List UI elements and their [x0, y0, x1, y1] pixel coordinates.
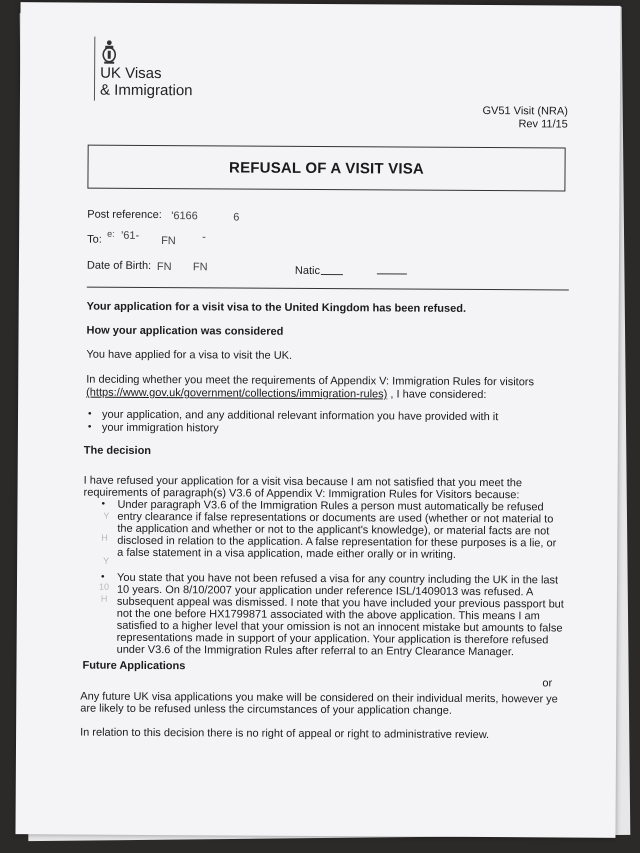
- date-of-birth-value-a: FN: [156, 261, 172, 274]
- appeal-text: In relation to this decision there is no right of appeal or right to administrative review.: [80, 726, 490, 742]
- bullet-icon: •: [87, 408, 92, 420]
- future-applications-heading: Future Applications: [82, 659, 186, 673]
- reason-1-line: the application and whether or not to the applicant's knowledge), or material facts are not: [117, 522, 550, 538]
- nationality-label: Natic: [294, 264, 321, 278]
- margin-mark: H: [100, 593, 108, 604]
- agency-line-1: UK Visas: [100, 64, 162, 83]
- applied-text: You have applied for a visa to visit the UK.: [86, 348, 293, 362]
- nationality-blank-2: [377, 273, 407, 274]
- reason-2-line: representations made in support of your application. Your application is therefore refused: [116, 631, 549, 647]
- post-reference-value: '6166: [171, 210, 198, 223]
- margin-mark: H: [101, 532, 108, 543]
- deciding-line-1: In deciding whether you meet the requirements of Appendix V: Immigration Rules for visitors: [86, 373, 535, 389]
- to-value: '61-: [121, 229, 140, 242]
- reason-1-line: a false statement in a visa application, made either orally or in writing.: [117, 546, 456, 561]
- reason-2-line: 10 years. On 8/10/2007 your application under reference ISL/1409013 was refused. A: [116, 583, 534, 599]
- agency-line-2: & Immigration: [99, 81, 193, 100]
- considered-item: your application, and any additional relevant information you have provided with it: [101, 408, 499, 424]
- refusal-statement: Your application for a visit visa to the United Kingdom has been refused.: [86, 300, 467, 315]
- or-text: or: [542, 677, 553, 690]
- deciding-tail: , I have considered:: [390, 388, 487, 402]
- agency-name: [100, 65, 193, 100]
- reason-2-line: You state that you have not been refused a visa for any country including the UK in the last: [116, 571, 559, 587]
- logo-divider: [94, 37, 95, 101]
- future-line-2: are likely to be refused unless the circumstances of your application change.: [80, 702, 453, 717]
- document-title: REFUSAL OF A VISIT VISA: [87, 145, 565, 192]
- bullet-icon: •: [101, 498, 106, 510]
- form-reference: [482, 105, 568, 132]
- document-page: [15, 2, 620, 838]
- future-line-1: Any future UK visa applications you make will be considered on their individual merits, however ye: [80, 690, 558, 706]
- to-value-b: FN: [161, 235, 176, 248]
- margin-mark: Y: [103, 555, 110, 566]
- to-label: To:: [87, 233, 102, 246]
- to-value-c: -: [202, 231, 206, 244]
- margin-mark: Y: [103, 510, 110, 521]
- reason-2-line: under V3.6 of the Immigration Rules after referral to an Entry Clearance Manager.: [116, 643, 515, 659]
- royal-crest-icon: [100, 39, 118, 65]
- form-revision: Rev 11/15: [518, 118, 568, 131]
- reason-1-line: Under paragraph V3.6 of the Immigration Rules a person must automatically be refused: [117, 498, 544, 514]
- reason-1-line: entry clearance if false representations or documents are used (whether or not material to: [117, 510, 554, 526]
- post-reference-value-suffix: 6: [233, 211, 240, 224]
- reason-2-line: satisfied to a higher level that your omission is not an innocent mistake but amounts to false: [116, 619, 563, 635]
- margin-mark: 10: [98, 581, 110, 592]
- reason-2-line: subsequent appeal was dismissed. I note that you have included your previous passport but: [116, 595, 564, 611]
- bullet-icon: •: [101, 571, 105, 583]
- reason-2-line: not the one before HX1799871 associated with the above application. This means I am: [116, 607, 540, 623]
- bullet-icon: •: [87, 421, 92, 433]
- to-prefix: e:: [107, 228, 115, 239]
- decision-heading: The decision: [83, 444, 152, 457]
- considered-heading: How your application was considered: [86, 324, 284, 338]
- nationality-blank-1: [321, 274, 343, 275]
- date-of-birth-label: Date of Birth:: [86, 259, 152, 272]
- form-code: GV51 Visit (NRA): [482, 104, 568, 118]
- post-reference-label: Post reference:: [87, 208, 162, 222]
- decision-line-2: requirements of paragraph(s) V3.6 of Appendix V: Immigration Rules for Visitors because:: [83, 486, 520, 502]
- date-of-birth-value-b: FN: [192, 261, 208, 274]
- section-divider: [87, 287, 569, 291]
- reason-1-line: disclosed in relation to the application. A false representation for these purposes is a lie, or: [117, 534, 557, 550]
- immigration-rules-link[interactable]: (https://www.gov.uk/government/collections/immigration-rules): [86, 386, 388, 401]
- decision-line-1: I have refused your application for a visit visa because I am not satisfied that you meet the: [83, 474, 523, 490]
- deciding-line-2: [86, 387, 486, 402]
- considered-item: your immigration history: [101, 421, 219, 435]
